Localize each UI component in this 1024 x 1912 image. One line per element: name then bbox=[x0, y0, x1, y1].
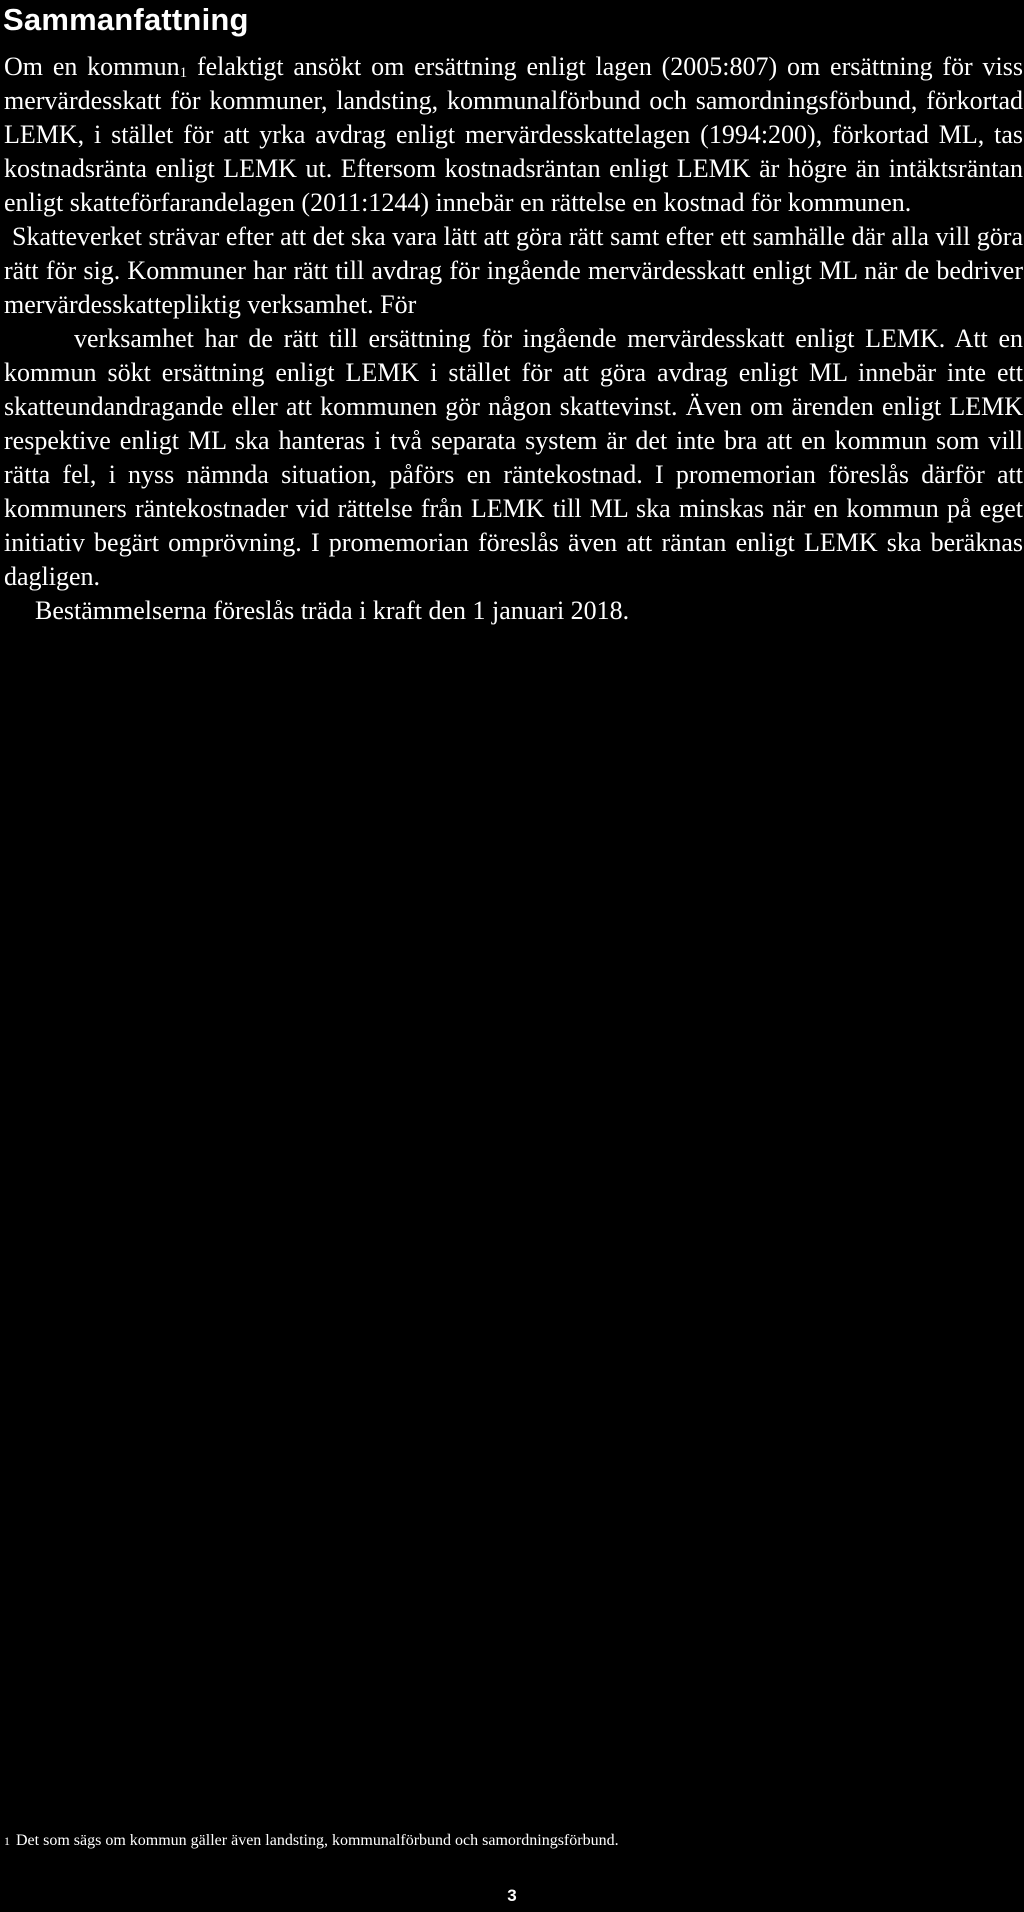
paragraph-1-text-start: Om en kommun bbox=[4, 52, 180, 81]
footnote bbox=[4, 1831, 619, 1851]
summary-body bbox=[4, 50, 1023, 628]
footnote-marker: 1 bbox=[4, 1834, 10, 1848]
footnote-text: Det som sägs om kommun gäller även landsting, kommunalförbund och samordningsförbund. bbox=[16, 1832, 619, 1849]
summary-paragraph-2 bbox=[4, 220, 1023, 594]
paragraph-2-text-start: Skatteverket strävar efter att det ska vara lätt att göra rätt samt efter ett samhälle där alla vill göra rätt för sig. Kommuner har rätt till avdrag för ingående mervärdesskatt enligt ML när de bedriver mervärdesskattepliktig verksamhet. För bbox=[4, 222, 1023, 319]
paragraph-1-text-end: felaktigt ansökt om ersättning enligt lagen (2005:807) om ersättning för viss mervärdesskatt för kommuner, landsting, kommunalförbund och samordningsförbund, förkortad LEMK, i stället för att yrka avdrag enligt mervärdesskattelagen (1994:200), förkortad ML, tas kostnadsränta enligt LEMK ut. Eftersom kostnadsräntan enligt LEMK är högre än intäktsräntan enligt skatteförfarandelagen (2011:1244) innebär en rättelse en kostnad för kommunen. bbox=[4, 52, 1023, 217]
section-heading: Sammanfattning bbox=[3, 2, 249, 37]
summary-paragraph-3: Bestämmelserna föreslås träda i kraft den 1 januari 2018. bbox=[35, 596, 630, 625]
summary-paragraph-1 bbox=[4, 50, 1023, 220]
paragraph-2-text-end: verksamhet har de rätt till ersättning för ingående mervärdesskatt enligt LEMK. Att en kommun sökt ersättning enligt LEMK i stället för att göra avdrag enligt ML innebär inte ett skatteundandragande eller att kommunen gör någon skattevinst. Även om ärenden enligt LEMK respektive enligt ML ska hanteras i två separata system är det inte bra att en kommun som vill rätta fel, i nyss nämnda situation, påförs en räntekostnad. I promemorian föreslås därför att kommuners räntekostnader vid rättelse från LEMK till ML ska minskas när en kommun på eget initiativ begärt omprövning. I promemorian föreslås även att räntan enligt LEMK ska beräknas dagligen. bbox=[4, 324, 1023, 591]
footnote-reference: 1 bbox=[179, 65, 188, 81]
page-number: 3 bbox=[507, 1886, 517, 1905]
